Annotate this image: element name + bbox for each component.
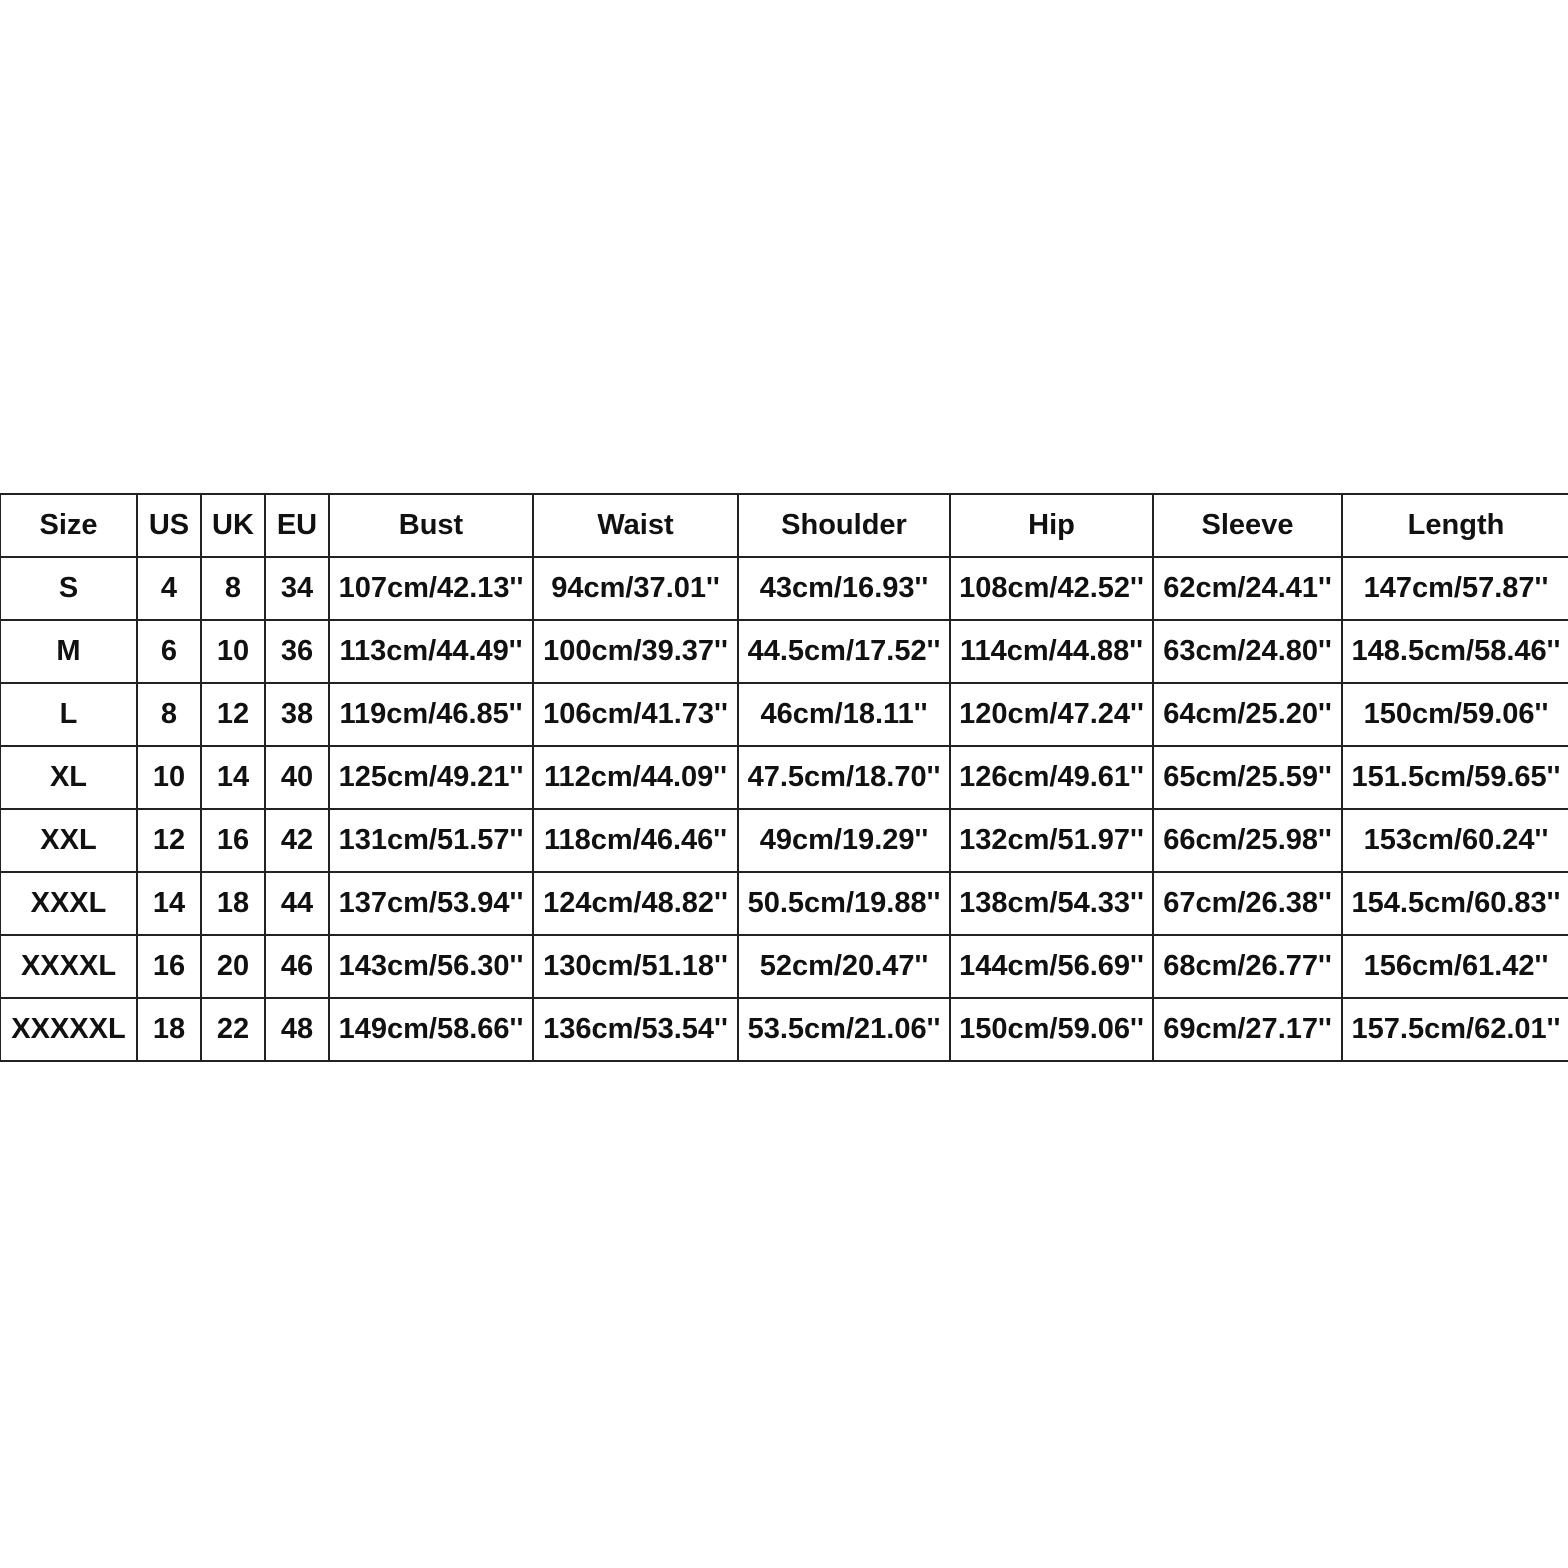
cell-us: 16 bbox=[137, 935, 201, 998]
cell-sleeve: 62cm/24.41'' bbox=[1153, 557, 1342, 620]
cell-bust: 131cm/51.57'' bbox=[329, 809, 533, 872]
cell-uk: 22 bbox=[201, 998, 265, 1061]
cell-us: 4 bbox=[137, 557, 201, 620]
cell-eu: 40 bbox=[265, 746, 329, 809]
cell-shoulder: 52cm/20.47'' bbox=[738, 935, 950, 998]
cell-waist: 100cm/39.37'' bbox=[533, 620, 738, 683]
cell-size: S bbox=[0, 557, 137, 620]
cell-hip: 138cm/54.33'' bbox=[950, 872, 1153, 935]
cell-size: L bbox=[0, 683, 137, 746]
header-eu: EU bbox=[265, 494, 329, 557]
cell-length: 156cm/61.42'' bbox=[1342, 935, 1568, 998]
cell-uk: 12 bbox=[201, 683, 265, 746]
cell-us: 10 bbox=[137, 746, 201, 809]
cell-uk: 10 bbox=[201, 620, 265, 683]
cell-eu: 38 bbox=[265, 683, 329, 746]
cell-sleeve: 63cm/24.80'' bbox=[1153, 620, 1342, 683]
cell-waist: 136cm/53.54'' bbox=[533, 998, 738, 1061]
size-chart-table bbox=[0, 493, 1568, 1062]
cell-bust: 143cm/56.30'' bbox=[329, 935, 533, 998]
cell-hip: 120cm/47.24'' bbox=[950, 683, 1153, 746]
cell-size: XXXXXL bbox=[0, 998, 137, 1061]
cell-eu: 48 bbox=[265, 998, 329, 1061]
header-shoulder: Shoulder bbox=[738, 494, 950, 557]
table-row bbox=[0, 872, 1568, 935]
cell-eu: 34 bbox=[265, 557, 329, 620]
cell-length: 154.5cm/60.83'' bbox=[1342, 872, 1568, 935]
table-row bbox=[0, 746, 1568, 809]
cell-length: 148.5cm/58.46'' bbox=[1342, 620, 1568, 683]
cell-shoulder: 46cm/18.11'' bbox=[738, 683, 950, 746]
cell-waist: 124cm/48.82'' bbox=[533, 872, 738, 935]
cell-waist: 130cm/51.18'' bbox=[533, 935, 738, 998]
cell-sleeve: 64cm/25.20'' bbox=[1153, 683, 1342, 746]
table-row bbox=[0, 809, 1568, 872]
cell-length: 150cm/59.06'' bbox=[1342, 683, 1568, 746]
cell-uk: 16 bbox=[201, 809, 265, 872]
cell-waist: 106cm/41.73'' bbox=[533, 683, 738, 746]
cell-eu: 44 bbox=[265, 872, 329, 935]
cell-us: 6 bbox=[137, 620, 201, 683]
header-row bbox=[0, 494, 1568, 557]
cell-eu: 46 bbox=[265, 935, 329, 998]
cell-uk: 8 bbox=[201, 557, 265, 620]
cell-shoulder: 47.5cm/18.70'' bbox=[738, 746, 950, 809]
cell-waist: 112cm/44.09'' bbox=[533, 746, 738, 809]
cell-uk: 20 bbox=[201, 935, 265, 998]
cell-hip: 114cm/44.88'' bbox=[950, 620, 1153, 683]
cell-bust: 125cm/49.21'' bbox=[329, 746, 533, 809]
cell-size: XXXXL bbox=[0, 935, 137, 998]
cell-sleeve: 69cm/27.17'' bbox=[1153, 998, 1342, 1061]
header-size: Size bbox=[0, 494, 137, 557]
cell-length: 147cm/57.87'' bbox=[1342, 557, 1568, 620]
cell-sleeve: 66cm/25.98'' bbox=[1153, 809, 1342, 872]
cell-eu: 42 bbox=[265, 809, 329, 872]
cell-length: 153cm/60.24'' bbox=[1342, 809, 1568, 872]
cell-shoulder: 53.5cm/21.06'' bbox=[738, 998, 950, 1061]
cell-shoulder: 49cm/19.29'' bbox=[738, 809, 950, 872]
cell-bust: 119cm/46.85'' bbox=[329, 683, 533, 746]
cell-bust: 107cm/42.13'' bbox=[329, 557, 533, 620]
header-waist: Waist bbox=[533, 494, 738, 557]
cell-sleeve: 67cm/26.38'' bbox=[1153, 872, 1342, 935]
cell-size: XL bbox=[0, 746, 137, 809]
cell-bust: 149cm/58.66'' bbox=[329, 998, 533, 1061]
cell-us: 14 bbox=[137, 872, 201, 935]
header-us: US bbox=[137, 494, 201, 557]
cell-length: 157.5cm/62.01'' bbox=[1342, 998, 1568, 1061]
header-sleeve: Sleeve bbox=[1153, 494, 1342, 557]
cell-waist: 94cm/37.01'' bbox=[533, 557, 738, 620]
cell-hip: 132cm/51.97'' bbox=[950, 809, 1153, 872]
cell-sleeve: 65cm/25.59'' bbox=[1153, 746, 1342, 809]
cell-eu: 36 bbox=[265, 620, 329, 683]
cell-hip: 126cm/49.61'' bbox=[950, 746, 1153, 809]
table-row bbox=[0, 683, 1568, 746]
cell-sleeve: 68cm/26.77'' bbox=[1153, 935, 1342, 998]
cell-uk: 18 bbox=[201, 872, 265, 935]
cell-size: M bbox=[0, 620, 137, 683]
cell-hip: 108cm/42.52'' bbox=[950, 557, 1153, 620]
cell-shoulder: 43cm/16.93'' bbox=[738, 557, 950, 620]
cell-us: 8 bbox=[137, 683, 201, 746]
cell-size: XXXL bbox=[0, 872, 137, 935]
table-row bbox=[0, 620, 1568, 683]
cell-waist: 118cm/46.46'' bbox=[533, 809, 738, 872]
cell-size: XXL bbox=[0, 809, 137, 872]
header-hip: Hip bbox=[950, 494, 1153, 557]
cell-us: 12 bbox=[137, 809, 201, 872]
header-uk: UK bbox=[201, 494, 265, 557]
cell-hip: 150cm/59.06'' bbox=[950, 998, 1153, 1061]
cell-bust: 113cm/44.49'' bbox=[329, 620, 533, 683]
table-row bbox=[0, 998, 1568, 1061]
cell-uk: 14 bbox=[201, 746, 265, 809]
cell-length: 151.5cm/59.65'' bbox=[1342, 746, 1568, 809]
cell-shoulder: 44.5cm/17.52'' bbox=[738, 620, 950, 683]
table-row bbox=[0, 935, 1568, 998]
cell-shoulder: 50.5cm/19.88'' bbox=[738, 872, 950, 935]
header-length: Length bbox=[1342, 494, 1568, 557]
header-bust: Bust bbox=[329, 494, 533, 557]
cell-hip: 144cm/56.69'' bbox=[950, 935, 1153, 998]
table-row bbox=[0, 557, 1568, 620]
cell-bust: 137cm/53.94'' bbox=[329, 872, 533, 935]
cell-us: 18 bbox=[137, 998, 201, 1061]
